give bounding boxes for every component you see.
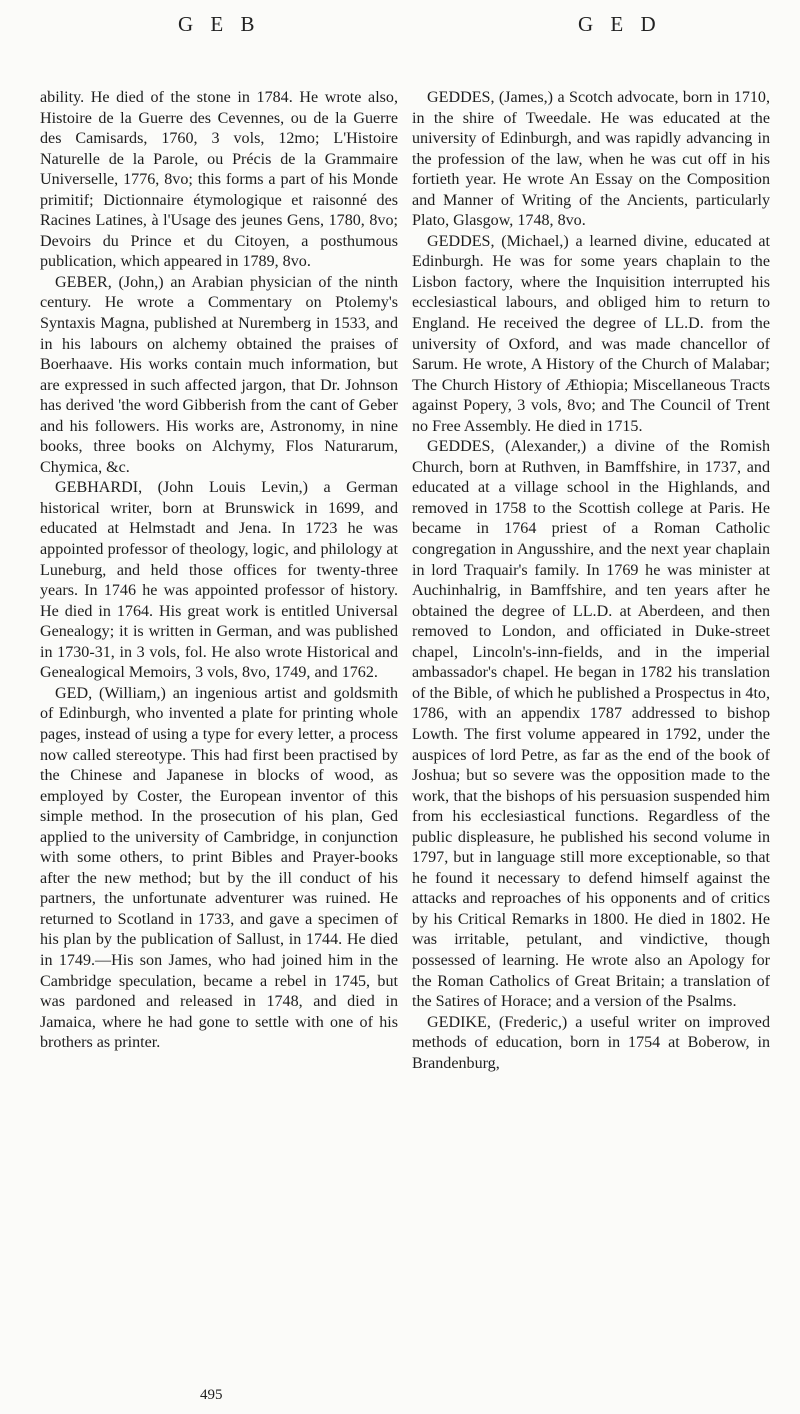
right-column	[412, 88, 770, 1074]
left-column	[40, 88, 398, 1054]
entry-geddes-michael: GEDDES, (Michael,) a learned divine, educated at Edinburgh. He was for some years chaplain to the Lisbon factory, where the Inquisition interrupted his ecclesiastical labours, and obliged him to return to England. He received the degree of LL.D. from the university of Oxford, and was made chancellor of Sarum. He wrote, A History of the Church of Malabar; The Church History of Æthiopia; Miscellaneous Tracts against Popery, 3 vols, 8vo; and The Council of Trent no Free Assembly. He died in 1715.	[412, 232, 770, 435]
entry-geddes-alexander: GEDDES, (Alexander,) a divine of the Romish Church, born at Ruthven, in Bamffshire, in 1737, and educated at a village school in the Highlands, and removed in 1758 to the Scottish college at Paris. He became in 1764 priest of a Roman Catholic congregation in Angusshire, and the next year chaplain in lord Traquair's family. In 1769 he was minister at Auchinhalrig, in Bamffshire, and ten years after he obtained the degree of LL.D. at Aberdeen, and then removed to London, and officiated in Duke-street chapel, Lincoln's-inn-fields, and in the imperial ambassador's chapel. He began in 1782 his translation of the Bible, of which he published a Prospectus in 4to, 1786, with an appendix 1787 addressed to bishop Lowth. The first volume appeared in 1792, under the auspices of lord Petre, as far as the end of the book of Joshua; but so severe was the opposition made to the work, that the bishops of his persuasion suspended him from his ecclesiastical functions. Regardless of the public displeasure, he published his second volume in 1797, but in language still more exceptionable, so that he found it necessary to defend himself against the attacks and reproaches of his opponents and of critics by his Critical Remarks in 1800. He died in 1802. He was irritable, petulant, and vindictive, though possessed of learning. He wrote also an Apology for the Roman Catholics of Great Britain; a translation of the Satires of Horace; and a version of the Psalms.	[412, 438, 770, 1011]
entry-geddes-james: GEDDES, (James,) a Scotch advocate, born in 1710, in the shire of Tweedale. He was educated at the university of Edinburgh, and was rapidly advancing in the profession of the law, when he was cut off in his fortieth year. He wrote An Essay on the Composition and Manner of Writing of the Ancients, particularly Plato, Glasgow, 1748, 8vo.	[412, 89, 770, 230]
entry-gebhardi: GEBHARDI, (John Louis Levin,) a German historical writer, born at Brunswick in 1699, and educated at Helmstadt and Jena. In 1723 he was appointed professor of theology, logic, and philology at Luneburg, and held those offices for twenty-three years. In 1746 he was appointed professor of history. He died in 1764. His great work is entitled Universal Genealogy; it is written in German, and was published in 1730-31, in 3 vols, fol. He also wrote Historical and Genealogical Memoirs, 3 vols, 8vo, 1749, and 1762.	[40, 479, 398, 682]
entry-gedike: GEDIKE, (Frederic,) a useful writer on improved methods of education, born in 1754 at Boberow, in Brandenburg,	[412, 1013, 770, 1072]
page-number: 495	[200, 1387, 223, 1403]
running-head-left: G E B	[178, 12, 261, 36]
entry-continuation: ability. He died of the stone in 1784. He wrote also, Histoire de la Guerre des Cevennes, ou de la Guerre des Camisards, 1760, 3 vols, 12mo; L'Histoire Naturelle de la Parole, ou Précis de la Grammaire Universelle, 1776, 8vo; this forms a part of his Monde primitif; Dictionnaire étymologique et raisonné des Racines Latines, à l'Usage des jeunes Gens, 1780, 8vo; Devoirs du Prince et du Citoyen, a posthumous publication, which appeared in 1789, 8vo.	[40, 89, 398, 271]
entry-geber: GEBER, (John,) an Arabian physician of the ninth century. He wrote a Commentary on Ptolemy's Syntaxis Magna, published at Nuremberg in 1533, and in his labours on alchemy obtained the praises of Boerhaave. His works contain much information, but are expressed in such affected jargon, that Dr. Johnson has derived 'the word Gibberish from the cant of Geber and his followers. His works are, Astronomy, in nine books, three books on Alchymy, Flos Naturarum, Chymica, &c.	[40, 273, 398, 476]
entry-ged: GED, (William,) an ingenious artist and goldsmith of Edinburgh, who invented a plate for printing whole pages, instead of using a type for every letter, a process now called stereotype. This had first been practised by the Chinese and Japanese in blocks of wood, as employed by Coster, the European inventor of this simple method. In the prosecution of his plan, Ged applied to the university of Cambridge, in conjunction with some others, to print Bibles and Prayer-books after the new method; but by the ill conduct of his partners, the unfortunate adventurer was ruined. He returned to Scotland in 1733, and gave a specimen of his plan by the publication of Sallust, in 1744. He died in 1749.—His son James, who had joined him in the Cambridge speculation, became a rebel in 1745, but was pardoned and released in 1748, and died in Jamaica, where he had gone to settle with one of his brothers as printer.	[40, 684, 398, 1052]
running-head-right: G E D	[578, 12, 662, 36]
